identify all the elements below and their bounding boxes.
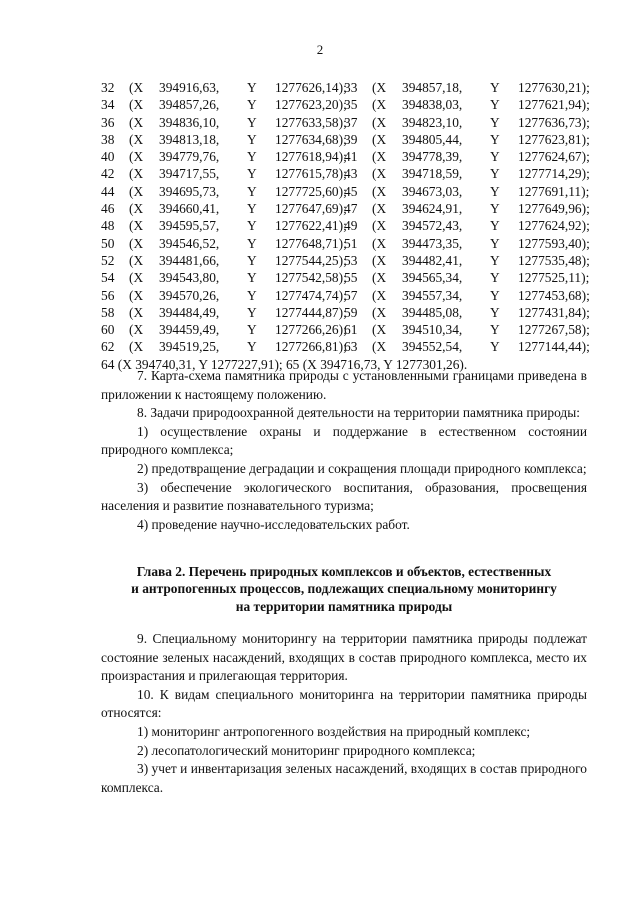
point-number: 35 <box>344 97 358 113</box>
coordinate-row <box>101 165 590 182</box>
x-label: (X <box>129 201 144 217</box>
point-number: 36 <box>101 114 115 130</box>
coordinate-point <box>344 165 590 182</box>
coordinate-row <box>101 235 590 252</box>
monitoring-type-1: 1) мониторинг антропогенного воздействия на природный комплекс; <box>137 723 531 739</box>
coordinate-point <box>344 252 590 269</box>
coordinate-point <box>344 148 590 165</box>
chapter-heading-line: Глава 2. Перечень природных комплексов и объектов, естественных <box>136 564 552 579</box>
coordinate-row <box>101 79 590 96</box>
x-label: (X <box>129 183 144 199</box>
point-number: 47 <box>344 201 358 217</box>
y-label: Y <box>490 80 500 95</box>
x-value: 394823,10, <box>402 114 463 130</box>
coordinate-point <box>344 235 590 252</box>
y-label: Y <box>490 183 500 199</box>
chapter-heading <box>101 563 587 615</box>
coordinate-point <box>101 338 347 355</box>
y-value: 1277144,44); <box>518 339 590 355</box>
point-number: 59 <box>344 304 358 320</box>
x-label: (X <box>129 97 144 113</box>
x-label: (X <box>372 218 387 234</box>
coordinate-point <box>344 131 590 148</box>
x-value: 394595,57, <box>159 218 220 234</box>
point-number: 39 <box>344 131 358 147</box>
y-label: Y <box>490 235 500 251</box>
coordinate-point <box>101 304 347 321</box>
point-number: 53 <box>344 252 358 268</box>
point-number: 63 <box>344 339 358 355</box>
task-2: 2) предотвращение деградации и сокращения площади природного комплекса; <box>137 460 587 476</box>
coordinate-point <box>101 287 347 304</box>
coordinate-point <box>344 287 590 304</box>
task-1: 1) осуществление охраны и поддержание в естественном состоянии природного комплекса; <box>101 423 587 458</box>
coordinate-point <box>344 338 590 355</box>
point-number: 45 <box>344 183 358 199</box>
y-value: 1277615,78); <box>275 166 347 182</box>
y-value: 1277626,14); <box>275 80 347 95</box>
coordinate-point <box>101 114 347 131</box>
x-label: (X <box>129 218 144 234</box>
y-label: Y <box>490 201 500 217</box>
x-label: (X <box>129 252 144 268</box>
point-number: 51 <box>344 235 358 251</box>
y-label: Y <box>247 218 257 234</box>
point-number: 41 <box>344 149 358 165</box>
coordinate-point <box>344 183 590 200</box>
coordinate-point <box>101 200 347 217</box>
coordinate-row <box>101 269 590 286</box>
coordinate-point <box>344 79 590 96</box>
y-label: Y <box>490 339 500 355</box>
y-value: 1277624,67); <box>518 149 590 165</box>
point-number: 49 <box>344 218 358 234</box>
coordinate-point <box>101 217 347 234</box>
coordinate-point <box>101 183 347 200</box>
coordinate-point <box>101 269 347 286</box>
y-value: 1277634,68); <box>275 131 347 147</box>
coordinate-row <box>101 183 590 200</box>
x-value: 394779,76, <box>159 149 220 165</box>
y-value: 1277624,92); <box>518 218 590 234</box>
x-value: 394857,18, <box>402 80 463 95</box>
x-value: 394481,66, <box>159 252 220 268</box>
coordinate-point <box>101 321 347 338</box>
x-value: 394543,80, <box>159 270 220 286</box>
y-label: Y <box>490 114 500 130</box>
x-value: 394805,44, <box>402 131 463 147</box>
x-value: 394485,08, <box>402 304 463 320</box>
x-label: (X <box>372 183 387 199</box>
x-value: 394519,25, <box>159 339 220 355</box>
coordinate-point <box>101 131 347 148</box>
y-value: 1277622,41); <box>275 218 347 234</box>
y-label: Y <box>247 252 257 268</box>
y-label: Y <box>490 166 500 182</box>
coordinate-row <box>101 148 590 165</box>
x-value: 394572,43, <box>402 218 463 234</box>
point-number: 34 <box>101 97 115 113</box>
section-b <box>101 630 587 797</box>
y-value: 1277630,21); <box>518 80 590 95</box>
x-label: (X <box>372 252 387 268</box>
monitoring-type-3: 3) учет и инвентаризация зеленых насаждений, входящих в состав природного комплекса. <box>101 761 587 795</box>
monitoring-type-2: 2) лесопатологический мониторинг природного комплекса; <box>137 742 476 758</box>
x-value: 394624,91, <box>402 201 463 217</box>
x-label: (X <box>372 131 387 147</box>
x-value: 394838,03, <box>402 97 463 113</box>
y-label: Y <box>247 201 257 217</box>
coordinate-point <box>101 96 347 113</box>
paragraph-8: 8. Задачи природоохранной деятельности на территории памятника природы: <box>137 405 580 421</box>
coordinate-point <box>101 252 347 269</box>
x-label: (X <box>129 149 144 165</box>
y-value: 1277714,29); <box>518 166 590 182</box>
x-label: (X <box>372 322 387 338</box>
y-label: Y <box>490 149 500 165</box>
x-label: (X <box>372 149 387 165</box>
point-number: 38 <box>101 131 115 147</box>
y-label: Y <box>247 131 257 147</box>
point-number: 56 <box>101 287 115 303</box>
x-value: 394695,73, <box>159 183 220 199</box>
y-label: Y <box>247 235 257 251</box>
section-a <box>101 367 587 534</box>
x-value: 394673,03, <box>402 183 463 199</box>
task-4: 4) проведение научно-исследовательских работ. <box>137 516 410 532</box>
point-number: 33 <box>344 80 358 95</box>
y-value: 1277544,25); <box>275 252 347 268</box>
x-value: 394916,63, <box>159 80 220 95</box>
x-value: 394857,26, <box>159 97 220 113</box>
coordinate-point <box>344 200 590 217</box>
chapter-heading-line: на территории памятника природы <box>235 598 453 614</box>
y-value: 1277593,40); <box>518 235 590 251</box>
y-value: 1277623,81); <box>518 131 590 147</box>
coordinate-row <box>101 217 590 234</box>
x-label: (X <box>129 322 144 338</box>
y-value: 1277453,68); <box>518 287 590 303</box>
coordinate-row <box>101 131 590 148</box>
y-label: Y <box>490 322 500 338</box>
page-number: 2 <box>316 42 324 57</box>
y-label: Y <box>247 149 257 165</box>
y-value: 1277691,11); <box>518 183 590 199</box>
y-label: Y <box>490 97 500 113</box>
point-number: 57 <box>344 287 358 303</box>
x-label: (X <box>372 80 387 95</box>
y-value: 1277648,71); <box>275 235 347 251</box>
y-value: 1277647,69); <box>275 201 347 217</box>
x-label: (X <box>372 270 387 286</box>
y-label: Y <box>490 131 500 147</box>
x-label: (X <box>372 114 387 130</box>
x-label: (X <box>129 80 144 95</box>
coordinate-rows <box>101 79 590 356</box>
y-label: Y <box>490 270 500 286</box>
x-value: 394565,34, <box>402 270 463 286</box>
y-value: 1277266,81); <box>275 339 347 355</box>
x-value: 394552,54, <box>402 339 463 355</box>
x-label: (X <box>372 201 387 217</box>
x-label: (X <box>129 304 144 320</box>
point-number: 46 <box>101 201 115 217</box>
x-value: 394546,52, <box>159 235 220 251</box>
y-value: 1277618,94); <box>275 149 347 165</box>
coordinate-row <box>101 114 590 131</box>
x-label: (X <box>372 287 387 303</box>
x-value: 394570,26, <box>159 287 220 303</box>
y-label: Y <box>247 166 257 182</box>
point-number: 52 <box>101 252 115 268</box>
coordinate-row <box>101 287 590 304</box>
coordinate-row <box>101 304 590 321</box>
y-label: Y <box>247 114 257 130</box>
coordinate-point <box>101 79 347 96</box>
point-number: 58 <box>101 304 115 320</box>
x-label: (X <box>372 166 387 182</box>
y-value: 1277633,58); <box>275 114 347 130</box>
x-label: (X <box>372 304 387 320</box>
point-number: 44 <box>101 183 115 199</box>
y-label: Y <box>247 183 257 199</box>
y-value: 1277636,73); <box>518 114 590 130</box>
point-number: 60 <box>101 322 115 338</box>
coordinate-point <box>344 96 590 113</box>
coordinate-point <box>344 114 590 131</box>
y-value: 1277535,48); <box>518 252 590 268</box>
y-label: Y <box>490 287 500 303</box>
y-value: 1277725,60); <box>275 183 347 199</box>
y-label: Y <box>247 304 257 320</box>
y-value: 1277623,20); <box>275 97 347 113</box>
point-number: 42 <box>101 166 115 182</box>
y-label: Y <box>490 218 500 234</box>
x-value: 394813,18, <box>159 131 220 147</box>
x-label: (X <box>372 97 387 113</box>
point-number: 37 <box>344 114 358 130</box>
y-value: 1277649,96); <box>518 201 590 217</box>
x-value: 394482,41, <box>402 252 463 268</box>
coordinate-point <box>101 148 347 165</box>
x-value: 394660,41, <box>159 201 220 217</box>
coordinate-point <box>101 235 347 252</box>
x-label: (X <box>129 166 144 182</box>
paragraph-7: 7. Карта-схема памятника природы с установленными границами приведена в приложении к настоящему положению. <box>101 368 587 402</box>
task-3: 3) обеспечение экологического воспитания, образования, просвещения населения и развитие познавательного туризма; <box>101 479 587 514</box>
x-label: (X <box>129 131 144 147</box>
x-value: 394473,35, <box>402 235 463 251</box>
point-number: 62 <box>101 339 115 355</box>
y-value: 1277542,58); <box>275 270 347 286</box>
coordinate-point <box>344 321 590 338</box>
y-value: 1277525,11); <box>518 270 590 286</box>
coordinate-row <box>101 96 590 113</box>
coordinates-tail: 64 (X 394740,31, Y 1277227,91); 65 (X 394716,73, Y 1277301,26). <box>101 356 468 372</box>
coordinate-row <box>101 321 590 338</box>
coordinate-row <box>101 252 590 269</box>
y-label: Y <box>490 304 500 320</box>
x-value: 394459,49, <box>159 322 220 338</box>
y-label: Y <box>247 322 257 338</box>
paragraph-9: 9. Специальному мониторингу на территории памятника природы подлежат состояние зеленых насаждений, входящих в состав природного комплекса, место их произрастания и прилегающая территория. <box>101 631 587 684</box>
coordinate-row <box>101 200 590 217</box>
point-number: 55 <box>344 270 358 286</box>
coordinate-point <box>344 304 590 321</box>
x-value: 394557,34, <box>402 287 463 303</box>
x-value: 394778,39, <box>402 149 463 165</box>
coordinate-row <box>101 338 590 355</box>
y-label: Y <box>247 80 257 95</box>
point-number: 50 <box>101 235 115 251</box>
x-label: (X <box>129 235 144 251</box>
x-label: (X <box>129 339 144 355</box>
y-label: Y <box>247 339 257 355</box>
x-value: 394718,59, <box>402 166 463 182</box>
y-value: 1277621,94); <box>518 97 590 113</box>
x-value: 394717,55, <box>159 166 220 182</box>
y-value: 1277474,74); <box>275 287 347 303</box>
point-number: 32 <box>101 80 115 95</box>
coordinate-point <box>344 217 590 234</box>
y-value: 1277266,26); <box>275 322 347 338</box>
y-label: Y <box>490 252 500 268</box>
x-value: 394484,49, <box>159 304 220 320</box>
y-value: 1277431,84); <box>518 304 590 320</box>
point-number: 54 <box>101 270 115 286</box>
x-label: (X <box>372 235 387 251</box>
y-value: 1277444,87); <box>275 304 347 320</box>
y-label: Y <box>247 270 257 286</box>
y-label: Y <box>247 97 257 113</box>
point-number: 48 <box>101 218 115 234</box>
chapter-heading-line: и антропогенных процессов, подлежащих специальному мониторингу <box>131 581 557 597</box>
y-value: 1277267,58); <box>518 322 590 338</box>
point-number: 61 <box>344 322 358 338</box>
coordinates-list <box>101 79 590 373</box>
point-number: 43 <box>344 166 358 182</box>
x-value: 394510,34, <box>402 322 463 338</box>
coordinate-point <box>344 269 590 286</box>
coordinate-point <box>101 165 347 182</box>
x-label: (X <box>129 114 144 130</box>
x-value: 394836,10, <box>159 114 220 130</box>
paragraph-10: 10. К видам специального мониторинга на территории памятника природы относятся: <box>101 686 587 721</box>
y-label: Y <box>247 287 257 303</box>
x-label: (X <box>129 270 144 286</box>
x-label: (X <box>372 339 387 355</box>
point-number: 40 <box>101 149 115 165</box>
x-label: (X <box>129 287 144 303</box>
